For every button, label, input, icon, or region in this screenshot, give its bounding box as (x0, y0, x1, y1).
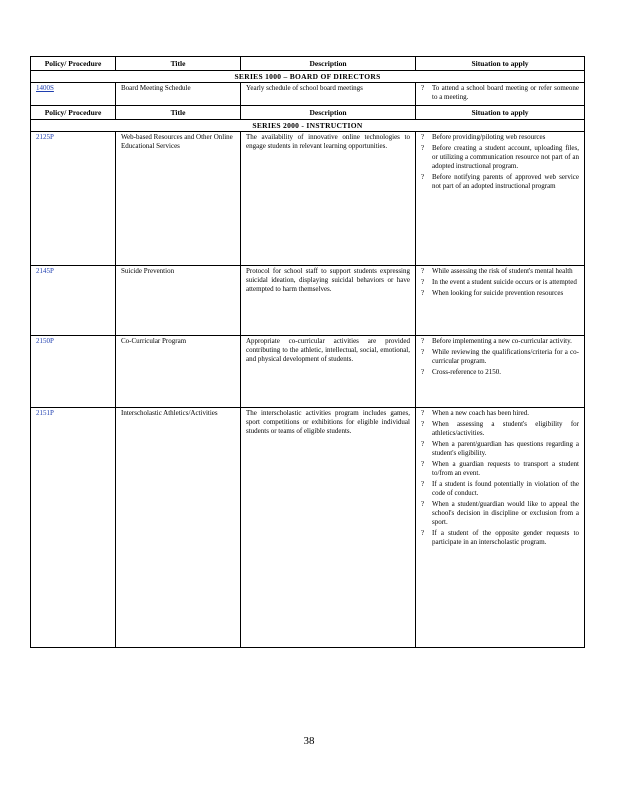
policy-situations (416, 266, 585, 336)
bullet-glyph: ? (421, 144, 425, 152)
situation-item (421, 133, 579, 142)
situation-item (421, 173, 579, 191)
situation-item (421, 409, 579, 418)
header-description: Description (241, 57, 416, 71)
policy-title: Interscholastic Athletics/Activities (116, 408, 241, 648)
table-row (31, 83, 585, 106)
policy-situations (416, 132, 585, 266)
situation-text: When a new coach has been hired. (432, 409, 529, 417)
situation-item (421, 337, 579, 346)
series-row (31, 71, 585, 83)
policy-code-link[interactable]: 2125P (31, 132, 116, 266)
table-row (31, 336, 585, 408)
bullet-glyph: ? (421, 500, 425, 508)
policy-title: Co-Curricular Program (116, 336, 241, 408)
policy-table (30, 56, 585, 648)
situation-text: In the event a student suicide occurs or is attempted (432, 278, 577, 286)
situation-text: Before creating a student account, uploading files, or utilizing a communication resource not part of an adopted instructional program. (432, 144, 579, 170)
header-situation: Situation to apply (416, 57, 585, 71)
header-title: Title (116, 57, 241, 71)
situation-item (421, 368, 579, 377)
header-row (31, 106, 585, 120)
bullet-glyph: ? (421, 348, 425, 356)
situation-text: Before providing/piloting web resources (432, 133, 546, 141)
situation-text: If a student is found potentially in violation of the code of conduct. (432, 480, 579, 497)
situation-text: When assessing a student's eligibility for athletics/activities. (432, 420, 579, 437)
situation-text: If a student of the opposite gender requests to participate in an interscholastic program. (432, 529, 579, 546)
situation-item (421, 84, 579, 102)
bullet-glyph: ? (421, 267, 425, 275)
bullet-glyph: ? (421, 409, 425, 417)
bullet-glyph: ? (421, 289, 425, 297)
header-policy: Policy/ Procedure (31, 57, 116, 71)
policy-title: Web-based Resources and Other Online Educational Services (116, 132, 241, 266)
bullet-glyph: ? (421, 529, 425, 537)
policy-description: Protocol for school staff to support students expressing suicidal ideation, displaying suicidal behaviors or have attempted to harm themselves. (241, 266, 416, 336)
header-policy: Policy/ Procedure (31, 106, 116, 120)
series-row (31, 120, 585, 132)
policy-code-link[interactable]: 2145P (31, 266, 116, 336)
bullet-glyph: ? (421, 133, 425, 141)
policy-situations (416, 83, 585, 106)
header-situation: Situation to apply (416, 106, 585, 120)
bullet-glyph: ? (421, 337, 425, 345)
table-row (31, 132, 585, 266)
policy-situations (416, 408, 585, 648)
bullet-glyph: ? (421, 278, 425, 286)
policy-description: The interscholastic activities program includes games, sport competitions or exhibitions for eligible individual students or teams of eligible students. (241, 408, 416, 648)
situation-item (421, 460, 579, 478)
header-row (31, 57, 585, 71)
bullet-glyph: ? (421, 84, 425, 92)
situation-text: When a student/guardian would like to appeal the school's decision in discipline or exclusion from a sport. (432, 500, 579, 526)
bullet-glyph: ? (421, 420, 425, 428)
table-row (31, 266, 585, 336)
bullet-glyph: ? (421, 480, 425, 488)
bullet-glyph: ? (421, 368, 425, 376)
situation-text: To attend a school board meeting or refer someone to a meeting. (432, 84, 579, 101)
situation-text: When a guardian requests to transport a student to/from an event. (432, 460, 579, 477)
situation-text: Before notifying parents of approved web service not part of an adopted instructional program (432, 173, 579, 190)
header-title: Title (116, 106, 241, 120)
situation-item (421, 440, 579, 458)
policy-description: The availability of innovative online technologies to engage students in relevant learning opportunities. (241, 132, 416, 266)
policy-code-link[interactable]: 1400S (31, 83, 116, 106)
situation-item (421, 289, 579, 298)
situation-item (421, 144, 579, 171)
situation-text: Before implementing a new co-curricular activity. (432, 337, 572, 345)
situation-item (421, 480, 579, 498)
policy-title: Board Meeting Schedule (116, 83, 241, 106)
header-description: Description (241, 106, 416, 120)
policy-description: Yearly schedule of school board meetings (241, 83, 416, 106)
situation-item (421, 278, 579, 287)
situation-item (421, 267, 579, 276)
situation-text: While reviewing the qualifications/criteria for a co-curricular program. (432, 348, 579, 365)
situation-text: While assessing the risk of student's mental health (432, 267, 573, 275)
situation-item (421, 420, 579, 438)
situation-text: Cross-reference to 2150. (432, 368, 502, 376)
bullet-glyph: ? (421, 173, 425, 181)
series-label: SERIES 1000 – BOARD OF DIRECTORS (31, 71, 585, 83)
policy-description: Appropriate co-curricular activities are provided contributing to the athletic, intellectual, social, emotional, and physical development of students. (241, 336, 416, 408)
policy-code-link[interactable]: 2150P (31, 336, 116, 408)
situation-text: When looking for suicide prevention resources (432, 289, 564, 297)
series-label: SERIES 2000 - INSTRUCTION (31, 120, 585, 132)
bullet-glyph: ? (421, 440, 425, 448)
page-number: 38 (303, 735, 315, 747)
situation-text: When a parent/guardian has questions regarding a student's eligibility. (432, 440, 579, 457)
table-row (31, 408, 585, 648)
bullet-glyph: ? (421, 460, 425, 468)
policy-situations (416, 336, 585, 408)
policy-code-link[interactable]: 2151P (31, 408, 116, 648)
situation-item (421, 500, 579, 527)
policy-title: Suicide Prevention (116, 266, 241, 336)
situation-item (421, 529, 579, 547)
situation-item (421, 348, 579, 366)
